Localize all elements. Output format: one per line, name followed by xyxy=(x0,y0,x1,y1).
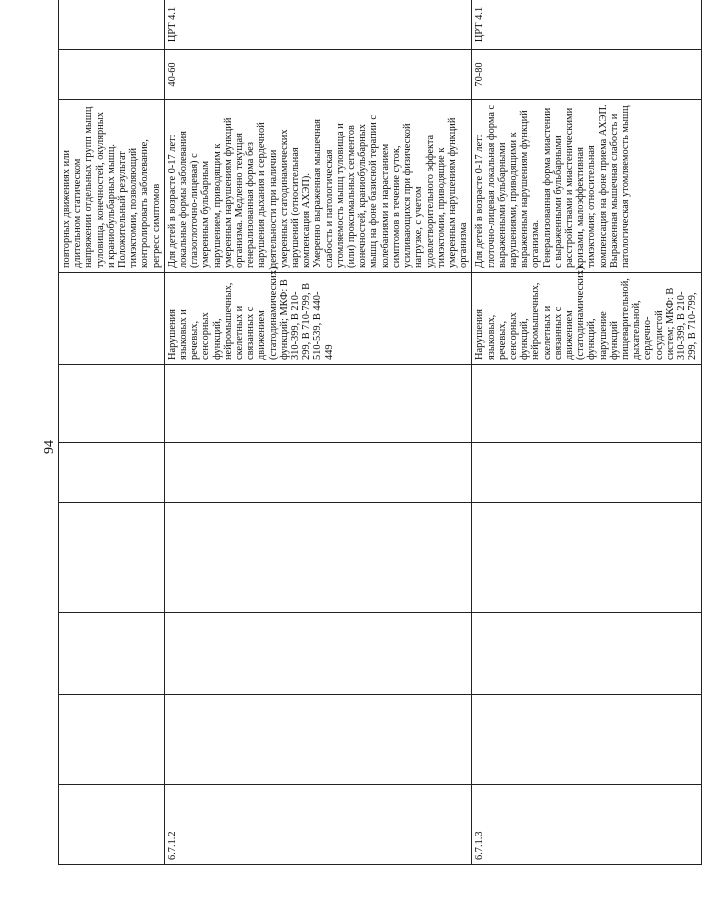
empty-cell xyxy=(59,613,165,695)
percent-cell: 40-60 xyxy=(164,50,471,100)
description-paragraph: Для детей в возрасте 0-17 лет: глоточно-лицевая локальная форма с выраженными бульбарными нарушениями, приводящими к выраженным нарушениям функций организма. xyxy=(474,104,542,268)
description-paragraph: повторных движениях или длительном статическом напряжении отдельных групп мышц туловища, конечностей, окулярных и краниобульбарных мышц. xyxy=(61,106,117,268)
row-code-cell: 6.7.1.2 xyxy=(164,785,471,865)
criterion-cell: ЦРТ 4.1 xyxy=(164,0,471,50)
empty-cell xyxy=(164,695,471,785)
empty-cell xyxy=(164,503,471,613)
percent-cell: 70-80 xyxy=(472,50,702,100)
description-paragraph: Положительный результат тимэктомии, позволяющий контролировать заболевание, регресс симптомов xyxy=(117,139,162,268)
disability-criteria-table xyxy=(58,0,702,865)
empty-cell xyxy=(164,613,471,695)
rotated-table-wrapper xyxy=(58,0,699,865)
functions-cell xyxy=(59,273,165,365)
table-row xyxy=(59,0,165,865)
criterion-cell: ЦРТ 4.1 xyxy=(472,0,702,50)
description-cell xyxy=(472,100,702,273)
description-cell xyxy=(59,100,165,273)
empty-cell xyxy=(472,365,702,443)
empty-cell xyxy=(59,695,165,785)
functions-cell: Нарушения языковых, речевых, сенсорных функций, нейромышечных, скелетных и связанных с движением (статодинамических) функций, нарушение функций пищеварительной, дыхательной, сердечно-сосудистой систем; МКФ: В 310-399, В 210-299, В 710-799, xyxy=(472,273,702,365)
description-paragraph: Выраженная мышечная слабость и патологическая утомляемость мышц xyxy=(608,105,631,268)
empty-cell xyxy=(164,443,471,503)
empty-cell xyxy=(472,695,702,785)
description-cell xyxy=(164,100,471,273)
table-row xyxy=(472,0,702,865)
empty-cell xyxy=(59,365,165,443)
description-paragraph: Умеренно выраженная мышечная слабость и патологическая утомляемость мышц туловища и (или) проксимальных сегментов конечностей, краниобульбарных мышц на фоне базисной терапии с колебаниями и нарастанием симптомов в течение суток, усиливающихся при физической нагрузке, с учетом удовлетворительного эффекта тимэктомии, приводящие к умеренным нарушениям функций организма xyxy=(312,115,470,268)
empty-cell xyxy=(472,503,702,613)
empty-cell xyxy=(472,443,702,503)
criterion-cell xyxy=(59,0,165,50)
description-paragraph: Для детей в возрасте 0-17 лет: локальные формы заболевания (глазоглоточно-лицевая) с умеренным бульбарным нарушением, приводящим к умеренным нарушениям функций организма. Медленно текущая генерализованная форма без нарушения дыхания и сердечной деятельности при наличии умеренных статодинамических нарушений (относительная компенсация АХЭП). xyxy=(166,117,313,268)
empty-cell xyxy=(59,503,165,613)
description-paragraph: Генерализованная форма миастении с выраженными бульбарными расстройствами и миастеническими кризами, малоэффективная тимэктомия; относительная компенсация на фоне приема АХЭП. xyxy=(541,104,609,268)
row-code-cell: 6.7.1.3 xyxy=(472,785,702,865)
empty-cell xyxy=(164,365,471,443)
functions-cell: Нарушения языковых и речевых, сенсорных функций, нейромышечных, скелетных и связанных с движением (статодинамических) функций; МКФ: В 310-399, В 210-299, В 710-799, В 510-539, В 440-449 xyxy=(164,273,471,365)
percent-cell xyxy=(59,50,165,100)
page-number: 94 xyxy=(42,440,57,454)
row-code-cell xyxy=(59,785,165,865)
table-row xyxy=(164,0,471,865)
empty-cell xyxy=(59,443,165,503)
empty-cell xyxy=(472,613,702,695)
